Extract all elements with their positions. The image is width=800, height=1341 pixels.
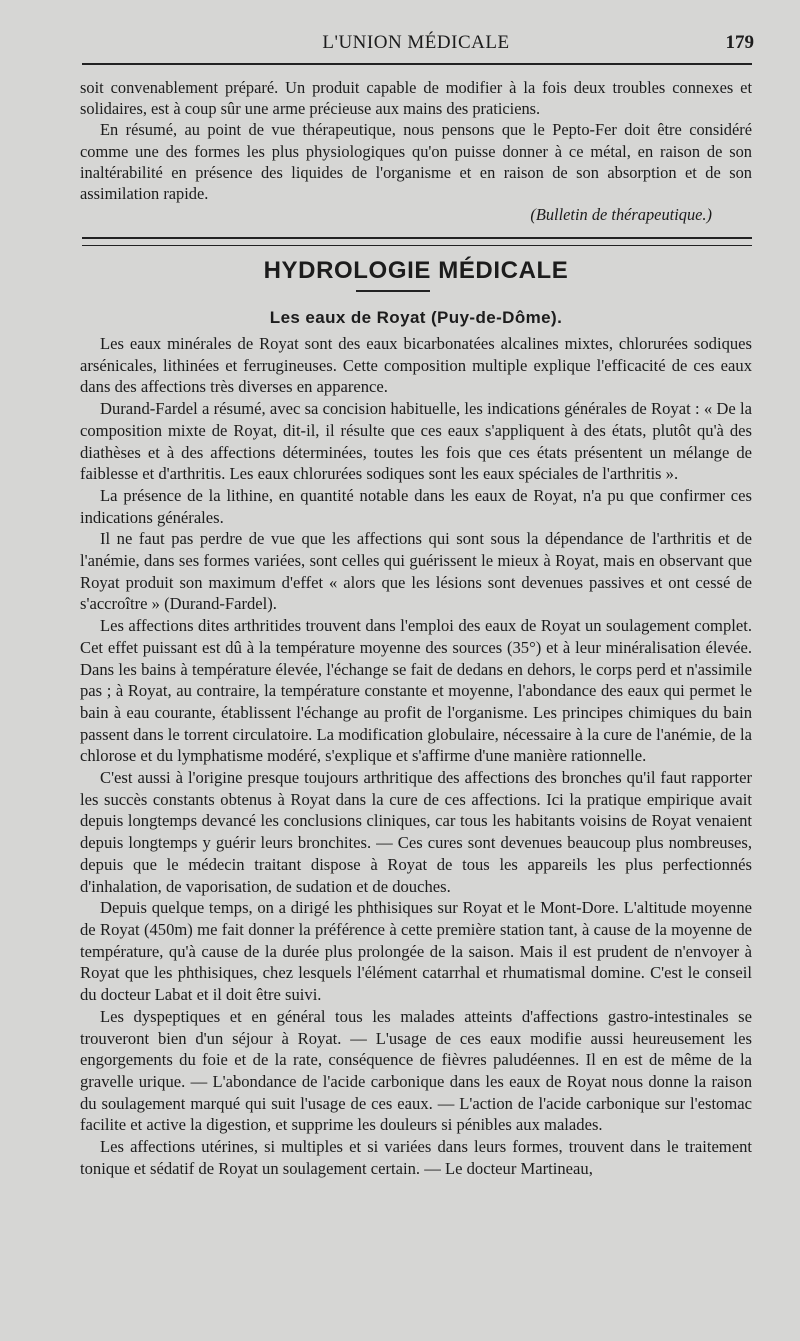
title-underline [356, 290, 430, 292]
article-body [80, 333, 752, 1179]
paragraph: La présence de la lithine, en quantité notable dans les eaux de Royat, n'a pu que confirmer ces indications générales. [80, 485, 752, 527]
section-separator [82, 237, 752, 246]
running-head [80, 32, 752, 58]
article-title: Les eaux de Royat (Puy-de-Dôme). [269, 308, 563, 327]
paragraph: soit convenablement préparé. Un produit capable de modifier à la fois deux troubles connexes et solidaires, est à coup sûr une arme précieuse aux mains des praticiens. [80, 78, 752, 119]
paragraph: Les affections utérines, si multiples et si variées dans leurs formes, trouvent dans le traitement tonique et sédatif de Royat un soulagement certain. — Le docteur Martineau, [80, 1137, 752, 1178]
page-number: 179 [725, 32, 754, 53]
paragraph: Il ne faut pas perdre de vue que les affections qui sont sous la dépendance de l'arthritis et de l'anémie, dans ses formes variées, sont celles qui guérissent le mieux à Royat, mais en observant que Royat produit son maximum d'effet « alors que les lésions sont devenues passives et ont cessé de s'accroître » (Durand-Fardel). [80, 529, 752, 614]
paragraph: C'est aussi à l'origine presque toujours arthritique des affections des bronches qu'il faut rapporter les succès constants obtenus à Royat dans la cure de ces affections. Ici la pratique empirique avait depuis longtemps devancé les conclusions cliniques, car tous les habitants voisins de Royat venaient depuis longtemps y guérir leurs bronchites. — Ces cures sont devenues beaucoup plus nombreuses, depuis que le médecin traitant dispose à Royat de tous les appareils les plus perfectionnés d'inhalation, de vaporisation, de sudation et de douches. [80, 768, 752, 896]
paragraph: Depuis quelque temps, on a dirigé les phthisiques sur Royat et le Mont-Dore. L'altitude moyenne de Royat (450m) me fait donner la préférence à cette première station tant, à cause de la moyenne de température, qu'à cause de la durée plus prolongée de la saison. Mais il est prudent de n'envoyer à Royat que les phthisiques, chez lesquels l'élément catarrhal et rhumatismal domine. C'est le conseil du docteur Labat et il doit être suivi. [80, 898, 752, 1005]
paragraph: Les eaux minérales de Royat sont des eaux bicarbonatées alcalines mixtes, chlorurées sodiques arsénicales, lithinées et ferrugineuses. Cette composition multiple explique l'efficacité de ces eaux dans des affections très diverses en apparence. [80, 334, 752, 397]
header-rule [82, 63, 752, 65]
journal-title: L'UNION MÉDICALE [322, 32, 510, 53]
paragraph: Durand-Fardel a résumé, avec sa concision habituelle, les indications générales de Royat : « De la composition mixte de Royat, dit-il, il résulte que ces eaux s'appliquent à des états, plutôt qu'à des diathèses et à des affections déterminées, toutes les fois que ces états présentent un mélange de faiblesse et d'arthritis. Les eaux chlorurées sodiques sont les eaux spéciales de l'arthritis ». [80, 399, 752, 484]
source-citation: (Bulletin de thérapeutique.) [530, 205, 712, 225]
section-title: HYDROLOGIE MÉDICALE [263, 257, 569, 284]
paragraph: Les dyspeptiques et en général tous les malades atteints d'affections gastro-intestinales se trouveront bien d'un séjour à Royat. — L'usage de ces eaux modifie aussi heureusement les engorgements du foie et de la rate, conséquence de fièvres paludéennes. Il en est de même de la gravelle urique. — L'abondance de l'acide carbonique dans les eaux de Royat nous donne la raison du soulagement marqué qui suit l'usage de ces eaux. — L'action de l'acide carbonique sur l'estomac facilite et active la digestion, et supprime les douleurs si pénibles aux malades. [80, 1006, 752, 1135]
paragraph: En résumé, au point de vue thérapeutique, nous pensons que le Pepto-Fer doit être considéré comme une des formes les plus physiologiques qu'on puisse donner à ce métal, en raison de son inaltérabilité en présence des liquides de l'organisme et en raison de son absorption et de son assimilation rapide. [80, 120, 752, 204]
paragraph: Les affections dites arthritides trouvent dans l'emploi des eaux de Royat un soulagement complet. Cet effet puissant est dû à la température moyenne des sources (35°) et à leur minéralisation élevée. Dans les bains à température élevée, l'échange se fait de dedans en dehors, le corps perd et n'assimile pas ; à Royat, au contraire, la température constante et moyenne, l'abondance des eaux qui permet le bain à eau courante, établissent l'échange au profit de l'organisme. Les principes chimiques du bain passent dans le torrent circulatoire. La modification globulaire, nécessaire à la cure de l'anémie, de la chlorose et du lymphatisme modéré, s'explique et s'affirme d'une manière rationnelle. [80, 616, 752, 766]
previous-article-ending [80, 77, 752, 225]
